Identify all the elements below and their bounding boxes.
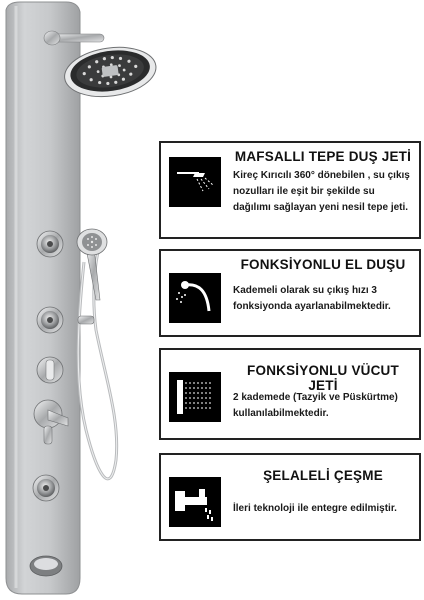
waterfall-spout <box>30 556 62 576</box>
feature-title: FONKSİYONLU EL DUŞU <box>240 257 406 272</box>
feature-body-jet <box>159 348 421 440</box>
body-jet-top <box>37 231 63 257</box>
feature-description: Kademeli olarak su çıkış hızı 3 fonksiyonda ayarlanabilmektedir. <box>233 285 391 312</box>
feature-waterfall-spout <box>159 453 421 541</box>
feature-title: MAFSALLI TEPE DUŞ JETİ <box>234 149 412 164</box>
feature-head-shower <box>159 141 421 239</box>
waterfall-spout-icon <box>169 477 221 527</box>
feature-description: İleri teknoloji ile entegre edilmiştir. <box>233 503 397 514</box>
diverter-knob <box>37 357 63 383</box>
body-jet-middle <box>37 307 63 333</box>
body-jet-bottom <box>33 475 59 501</box>
feature-title: FONKSİYONLU VÜCUT JETİ <box>247 363 399 393</box>
feature-title: ŞELALELİ ÇEŞME <box>263 468 383 483</box>
pivot-head-shower-icon <box>169 157 221 207</box>
feature-hand-shower <box>159 249 421 337</box>
feature-description: Kireç Kırıcılı 360° dönebilen , su çıkış nozulları ile eşit bir şekilde su dağılımı sağlayan yeni nesil tepe jeti. <box>233 170 410 213</box>
body-jet-icon <box>169 372 221 422</box>
slide-bracket <box>78 316 94 324</box>
feature-description: 2 kademede (Tazyik ve Püskürtme) kullanılabilmektedir. <box>233 392 398 419</box>
hand-shower-icon <box>169 273 221 323</box>
